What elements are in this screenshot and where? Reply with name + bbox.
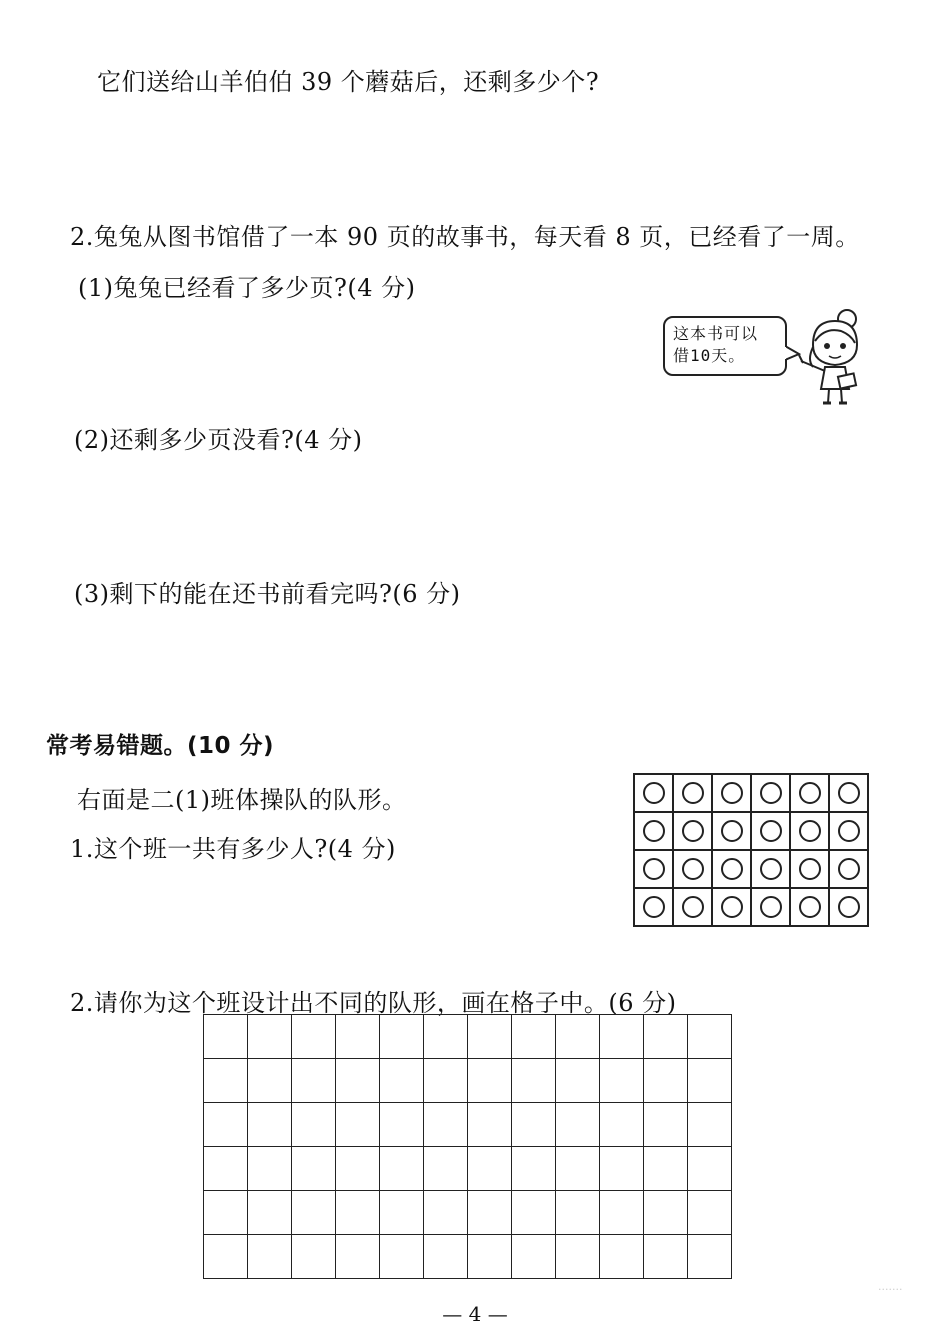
speech-bubble-line-2: 借10天。 [673,346,746,365]
blank-grid-cell[interactable] [204,1235,248,1279]
formation-cell [829,812,868,850]
student-circle-icon [643,820,665,842]
formation-row [634,888,868,926]
blank-grid-cell[interactable] [248,1103,292,1147]
student-circle-icon [799,858,821,880]
formation-grid [633,773,869,927]
blank-grid-cell[interactable] [248,1147,292,1191]
blank-grid-cell[interactable] [556,1103,600,1147]
formation-intro: 右面是二(1)班体操队的队形。 [77,786,407,814]
blank-grid-cell[interactable] [688,1235,732,1279]
blank-grid-row [204,1015,732,1059]
section-question-1: 1.这个班一共有多少人?(4 分) [70,835,396,863]
blank-grid-cell[interactable] [512,1103,556,1147]
blank-grid-cell[interactable] [336,1015,380,1059]
blank-grid-cell[interactable] [600,1235,644,1279]
student-circle-icon [838,782,860,804]
blank-grid-cell[interactable] [336,1235,380,1279]
blank-grid-cell[interactable] [688,1147,732,1191]
blank-grid-cell[interactable] [248,1191,292,1235]
blank-grid-cell[interactable] [556,1059,600,1103]
blank-grid-cell[interactable] [512,1191,556,1235]
blank-grid-cell[interactable] [556,1015,600,1059]
question-2-sub-3: (3)剩下的能在还书前看完吗?(6 分) [74,580,461,608]
question-2-sub-1: (1)兔兔已经看了多少页?(4 分) [78,274,416,302]
section-heading: 常考易错题。(10 分) [46,733,275,759]
blank-grid-cell[interactable] [600,1191,644,1235]
blank-grid-cell[interactable] [424,1015,468,1059]
blank-grid-cell[interactable] [556,1191,600,1235]
blank-grid-cell[interactable] [688,1191,732,1235]
blank-grid-cell[interactable] [292,1059,336,1103]
speech-bubble [663,316,787,376]
formation-cell [634,850,673,888]
formation-cell [790,774,829,812]
formation-cell [673,812,712,850]
blank-grid-cell[interactable] [292,1103,336,1147]
blank-grid-cell[interactable] [336,1059,380,1103]
watermark: ······· [878,1283,903,1296]
formation-cell [751,774,790,812]
formation-cell [790,812,829,850]
student-circle-icon [838,820,860,842]
formation-cell [712,888,751,926]
blank-grid-cell[interactable] [644,1015,688,1059]
student-circle-icon [799,820,821,842]
question-1-continuation: 它们送给山羊伯伯 39 个蘑菇后，还剩多少个? [97,68,600,96]
blank-grid-cell[interactable] [600,1059,644,1103]
blank-drawing-grid[interactable] [203,1014,732,1279]
student-circle-icon [682,858,704,880]
blank-grid-cell[interactable] [248,1235,292,1279]
formation-cell [673,850,712,888]
formation-row [634,774,868,812]
student-circle-icon [643,858,665,880]
student-circle-icon [643,896,665,918]
blank-grid-cell[interactable] [424,1103,468,1147]
blank-grid-cell[interactable] [424,1059,468,1103]
blank-grid-cell[interactable] [380,1015,424,1059]
blank-grid-cell[interactable] [688,1015,732,1059]
section-question-2: 2.请你为这个班设计出不同的队形，画在格子中。(6 分) [70,989,677,1017]
blank-grid-cell[interactable] [380,1059,424,1103]
blank-grid-cell[interactable] [512,1235,556,1279]
student-circle-icon [721,820,743,842]
student-circle-icon [682,782,704,804]
page-number: — 4 — [442,1302,508,1326]
student-circle-icon [799,782,821,804]
blank-grid-cell[interactable] [512,1059,556,1103]
blank-grid-cell[interactable] [204,1191,248,1235]
blank-grid-cell[interactable] [380,1191,424,1235]
student-circle-icon [682,820,704,842]
student-circle-icon [760,896,782,918]
formation-cell [712,774,751,812]
student-circle-icon [760,858,782,880]
formation-cell [790,888,829,926]
blank-grid-cell[interactable] [248,1015,292,1059]
blank-grid-cell[interactable] [380,1103,424,1147]
student-circle-icon [721,858,743,880]
formation-row [634,812,868,850]
blank-grid-cell[interactable] [204,1059,248,1103]
blank-grid-cell[interactable] [380,1235,424,1279]
student-circle-icon [721,782,743,804]
blank-grid-cell[interactable] [424,1191,468,1235]
blank-grid-cell[interactable] [644,1235,688,1279]
blank-grid-cell[interactable] [468,1147,512,1191]
formation-row [634,850,868,888]
blank-grid-row [204,1147,732,1191]
blank-grid-cell[interactable] [248,1059,292,1103]
formation-cell [829,888,868,926]
blank-grid-cell[interactable] [688,1103,732,1147]
blank-grid-cell[interactable] [556,1147,600,1191]
blank-grid-cell[interactable] [556,1235,600,1279]
formation-cell [673,888,712,926]
formation-cell [712,812,751,850]
blank-grid-cell[interactable] [336,1147,380,1191]
question-2-sub-2: (2)还剩多少页没看?(4 分) [74,426,363,454]
blank-grid-cell[interactable] [644,1191,688,1235]
blank-grid-row [204,1191,732,1235]
question-2-stem: 2.兔兔从图书馆借了一本 90 页的故事书，每天看 8 页，已经看了一周。 [70,223,860,251]
blank-grid-cell[interactable] [424,1147,468,1191]
blank-grid-cell[interactable] [336,1103,380,1147]
speech-bubble-line-1: 这本书可以 [673,324,759,343]
blank-grid-cell[interactable] [600,1147,644,1191]
blank-grid-row [204,1059,732,1103]
blank-grid-cell[interactable] [600,1103,644,1147]
formation-cell [829,774,868,812]
blank-grid-cell[interactable] [688,1059,732,1103]
formation-cell [634,774,673,812]
blank-grid-cell[interactable] [468,1235,512,1279]
student-circle-icon [682,896,704,918]
student-circle-icon [760,820,782,842]
blank-grid-cell[interactable] [512,1147,556,1191]
blank-grid-cell[interactable] [336,1191,380,1235]
blank-grid-cell[interactable] [204,1015,248,1059]
blank-grid-cell[interactable] [292,1015,336,1059]
formation-cell [634,812,673,850]
student-circle-icon [643,782,665,804]
formation-cell [634,888,673,926]
student-circle-icon [799,896,821,918]
formation-cell [751,888,790,926]
blank-grid-cell[interactable] [468,1103,512,1147]
blank-grid-cell[interactable] [644,1147,688,1191]
blank-grid-cell[interactable] [292,1235,336,1279]
girl-illustration [795,305,875,410]
blank-grid-cell[interactable] [644,1059,688,1103]
formation-cell [790,850,829,888]
blank-grid-row [204,1235,732,1279]
blank-grid-cell[interactable] [600,1015,644,1059]
blank-grid-cell[interactable] [204,1103,248,1147]
blank-grid-cell[interactable] [380,1147,424,1191]
blank-grid-cell[interactable] [204,1147,248,1191]
formation-cell [751,812,790,850]
formation-cell [829,850,868,888]
student-circle-icon [838,896,860,918]
blank-grid-cell[interactable] [644,1103,688,1147]
blank-grid-cell[interactable] [424,1235,468,1279]
formation-cell [712,850,751,888]
blank-grid-cell[interactable] [512,1015,556,1059]
blank-grid-cell[interactable] [468,1059,512,1103]
blank-grid-cell[interactable] [292,1147,336,1191]
blank-grid-row [204,1103,732,1147]
formation-cell [673,774,712,812]
blank-grid-cell[interactable] [468,1015,512,1059]
student-circle-icon [760,782,782,804]
student-circle-icon [721,896,743,918]
student-circle-icon [838,858,860,880]
blank-grid-cell[interactable] [292,1191,336,1235]
formation-cell [751,850,790,888]
blank-grid-cell[interactable] [468,1191,512,1235]
